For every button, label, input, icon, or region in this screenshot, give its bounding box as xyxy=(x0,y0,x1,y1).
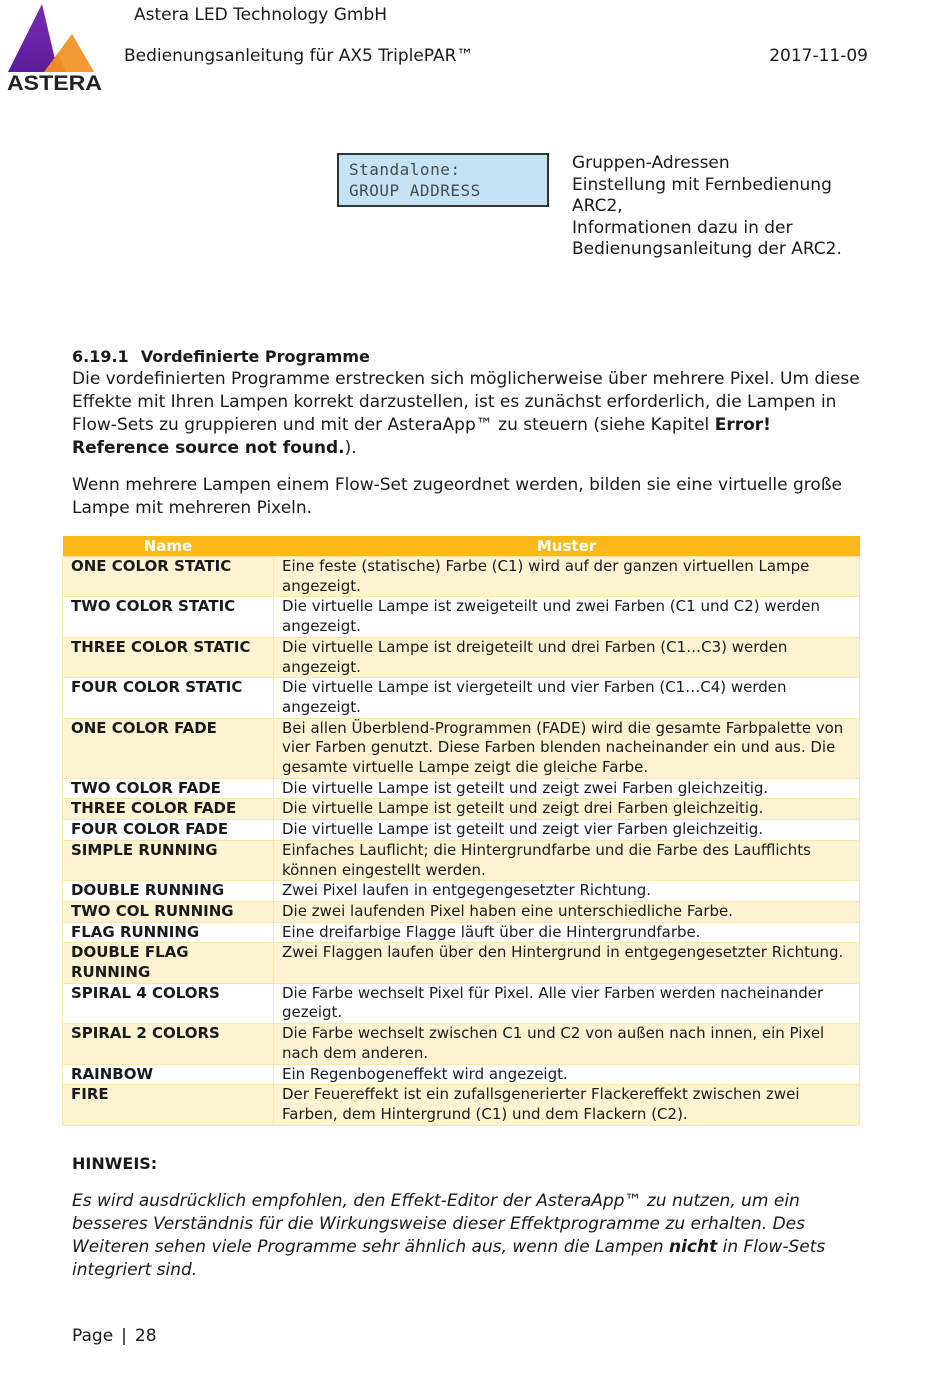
table-row xyxy=(63,820,860,841)
program-pattern: Die virtuelle Lampe ist geteilt und zeigt zwei Farben gleichzeitig. xyxy=(274,778,860,799)
program-name: ONE COLOR FADE xyxy=(63,718,274,778)
lcd-desc-line: Gruppen-Adressen xyxy=(572,153,730,173)
program-name: ONE COLOR STATIC xyxy=(63,557,274,597)
page-number: 28 xyxy=(134,1326,157,1346)
paragraph-text: Die vordefinierten Programme erstrecken sich möglicherweise über mehrere Pixel. Um diese Effekte mit Ihren Lampen korrekt darzustellen, ist es zunächst erforderlich, die Lampen in Flow-Sets zu gruppieren und mit der AsteraApp™ zu steuern (siehe Kapitel xyxy=(72,369,860,435)
section-predefined-programs xyxy=(72,346,862,534)
program-name: RAINBOW xyxy=(63,1064,274,1085)
lcd-line-1: Standalone: xyxy=(349,160,461,179)
program-name: DOUBLE RUNNING xyxy=(63,881,274,902)
lcd-desc-line: Bedienungsanleitung der ARC2. xyxy=(572,239,842,259)
header-pattern: Muster xyxy=(274,536,860,557)
reference-error-link[interactable]: Error! Reference source not found. xyxy=(72,415,771,458)
program-name: SPIRAL 2 COLORS xyxy=(63,1024,274,1064)
table-row xyxy=(63,718,860,778)
section-paragraph-2: Wenn mehrere Lampen einem Flow-Set zugeordnet werden, bilden sie eine virtuelle große Lampe mit mehreren Pixeln. xyxy=(72,475,842,518)
program-name: FOUR COLOR FADE xyxy=(63,820,274,841)
table-row xyxy=(63,901,860,922)
table-row xyxy=(63,597,860,637)
lcd-description xyxy=(572,153,872,261)
program-pattern: Eine dreifarbige Flagge läuft über die Hintergrundfarbe. xyxy=(274,922,860,943)
note-label: HINWEIS: xyxy=(72,1154,158,1173)
table-row xyxy=(63,799,860,820)
program-pattern: Eine feste (statische) Farbe (C1) wird auf der ganzen virtuellen Lampe angezeigt. xyxy=(274,557,860,597)
program-name: TWO COL RUNNING xyxy=(63,901,274,922)
program-pattern: Die virtuelle Lampe ist geteilt und zeigt drei Farben gleichzeitig. xyxy=(274,799,860,820)
logo-text: ASTERA xyxy=(7,72,102,94)
program-pattern: Der Feuereffekt ist ein zufallsgenerierter Flackereffekt zwischen zwei Farben, dem Hintergrund (C1) und dem Flackern (C2). xyxy=(274,1085,860,1125)
program-name: FLAG RUNNING xyxy=(63,922,274,943)
program-pattern: Ein Regenbogeneffekt wird angezeigt. xyxy=(274,1064,860,1085)
table-row xyxy=(63,881,860,902)
page-footer xyxy=(72,1326,157,1346)
note-emphasis: nicht xyxy=(668,1237,718,1257)
table-row xyxy=(63,983,860,1023)
program-pattern: Die virtuelle Lampe ist geteilt und zeigt vier Farben gleichzeitig. xyxy=(274,820,860,841)
table-row xyxy=(63,943,860,983)
section-heading xyxy=(72,346,862,368)
section-title: Vordefinierte Programme xyxy=(140,347,370,366)
table-body xyxy=(63,557,860,1126)
page-label: Page xyxy=(72,1326,114,1346)
program-name: FOUR COLOR STATIC xyxy=(63,678,274,718)
paragraph-text-end: ). xyxy=(344,438,357,458)
program-pattern: Die virtuelle Lampe ist viergeteilt und vier Farben (C1…C4) werden angezeigt. xyxy=(274,678,860,718)
program-name: SIMPLE RUNNING xyxy=(63,840,274,880)
program-pattern: Die Farbe wechselt zwischen C1 und C2 von außen nach innen, ein Pixel nach dem anderen. xyxy=(274,1024,860,1064)
lcd-display xyxy=(337,153,549,207)
program-name: FIRE xyxy=(63,1085,274,1125)
program-name: THREE COLOR FADE xyxy=(63,799,274,820)
program-pattern: Die virtuelle Lampe ist zweigeteilt und zwei Farben (C1 und C2) werden angezeigt. xyxy=(274,597,860,637)
table-row xyxy=(63,637,860,677)
program-name: SPIRAL 4 COLORS xyxy=(63,983,274,1023)
lcd-desc-line: Informationen dazu in der xyxy=(572,217,793,238)
program-pattern: Bei allen Überblend-Programmen (FADE) wird die gesamte Farbpalette von vier Farben genutzt. Diese Farben blenden nacheinander ein und aus. Die gesamte virtuelle Lampe zeigt die gleiche Farbe. xyxy=(274,718,860,778)
section-number: 6.19.1 xyxy=(72,347,129,366)
table-row xyxy=(63,1085,860,1125)
patterns-table xyxy=(62,536,860,1126)
lcd-line-2: GROUP ADDRESS xyxy=(349,181,481,200)
program-pattern: Zwei Pixel laufen in entgegengesetzter Richtung. xyxy=(274,881,860,902)
footer-separator: | xyxy=(121,1326,127,1346)
program-pattern: Die Farbe wechselt Pixel für Pixel. Alle vier Farben werden nacheinander gezeigt. xyxy=(274,983,860,1023)
table-row xyxy=(63,1024,860,1064)
lcd-desc-line: ARC2, xyxy=(572,196,623,216)
program-pattern: Die virtuelle Lampe ist dreigeteilt und drei Farben (C1…C3) werden angezeigt. xyxy=(274,637,860,677)
section-paragraph-1 xyxy=(72,368,862,460)
note-text-part: Es wird ausdrücklich empfohlen, den Effekt-Editor der AsteraApp™ zu nutzen, um ein besseres Verständnis für die Wirkungsweise dieser Effektprogramme zu erhalten. Des Weiteren sehen viele Programme sehr ähnlich aus, wenn die Lampen xyxy=(72,1191,805,1257)
program-pattern: Die zwei laufenden Pixel haben eine unterschiedliche Farbe. xyxy=(274,901,860,922)
note-text-part: in Flow-Sets integriert sind. xyxy=(72,1237,826,1280)
program-name: THREE COLOR STATIC xyxy=(63,637,274,677)
header-name: Name xyxy=(63,536,274,557)
table-row xyxy=(63,840,860,880)
table-row xyxy=(63,557,860,597)
document-title: Bedienungsanleitung für AX5 TriplePAR™ xyxy=(124,46,474,66)
astera-logo xyxy=(6,4,104,94)
table-row xyxy=(63,922,860,943)
note-text xyxy=(72,1190,872,1282)
table-header-row xyxy=(63,536,860,557)
program-name: DOUBLE FLAG RUNNING xyxy=(63,943,274,983)
table-row xyxy=(63,778,860,799)
company-name: Astera LED Technology GmbH xyxy=(134,5,388,25)
table-row xyxy=(63,678,860,718)
document-date: 2017-11-09 xyxy=(769,46,868,66)
program-pattern: Zwei Flaggen laufen über den Hintergrund in entgegengesetzter Richtung. xyxy=(274,943,860,983)
lcd-desc-line: Einstellung mit Fernbedienung xyxy=(572,174,832,195)
program-pattern: Einfaches Lauflicht; die Hintergrundfarbe und die Farbe des Laufflichts können eingestellt werden. xyxy=(274,840,860,880)
program-name: TWO COLOR STATIC xyxy=(63,597,274,637)
table-row xyxy=(63,1064,860,1085)
program-name: TWO COLOR FADE xyxy=(63,778,274,799)
